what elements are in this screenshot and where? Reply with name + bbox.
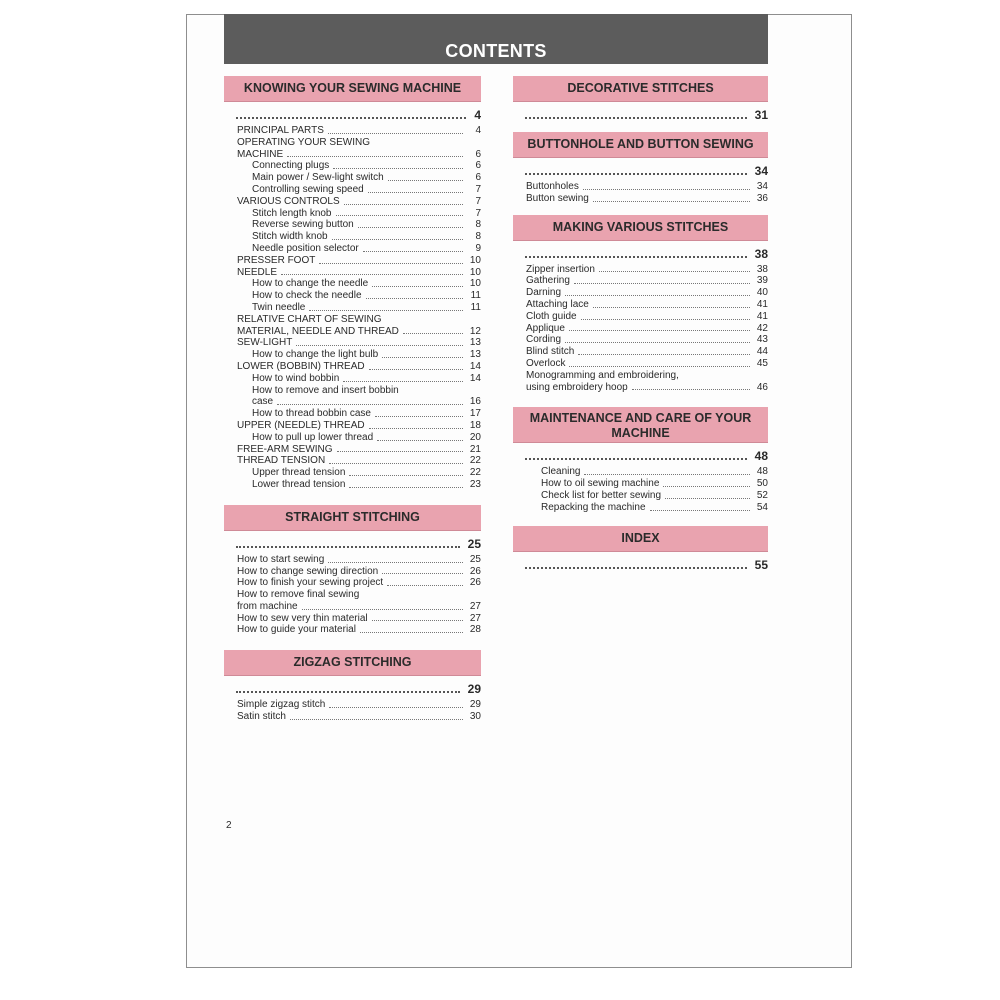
list-item [237, 149, 481, 161]
list-item [237, 589, 481, 601]
contents-header-bar [224, 14, 768, 64]
dot-leader [525, 567, 747, 569]
entry-page-number: 6 [475, 148, 481, 160]
dot-leader [382, 573, 463, 574]
dot-leader [583, 189, 750, 190]
dot-leader [574, 283, 750, 284]
entry-page-number: 21 [469, 443, 481, 455]
toc-section [513, 526, 768, 572]
dot-leader [344, 204, 463, 205]
dot-leader [349, 475, 463, 476]
section-heading: MAKING VARIOUS STITCHES [513, 215, 768, 241]
entry-title: LOWER (BOBBIN) THREAD [237, 360, 365, 372]
dot-leader [328, 133, 463, 134]
entry-title: Simple zigzag stitch [237, 699, 326, 711]
entry-title: Repacking the machine [541, 501, 646, 513]
entry-page-number: 20 [469, 431, 481, 443]
entry-title: Cording [526, 334, 562, 346]
entry-page-number: 23 [469, 478, 481, 490]
list-item [237, 396, 481, 408]
list-item [237, 302, 481, 314]
entry-page-number: 27 [469, 600, 481, 612]
list-item [237, 184, 481, 196]
entry-title: Attaching lace [526, 298, 589, 310]
dot-leader [599, 271, 750, 272]
entry-title: VARIOUS CONTROLS [237, 195, 340, 207]
dot-leader [525, 173, 747, 175]
list-item [237, 577, 481, 589]
list-item [237, 408, 481, 420]
entry-title: How to start sewing [237, 553, 325, 565]
section-page-line [224, 537, 481, 551]
list-item [237, 566, 481, 578]
entry-title: FREE-ARM SEWING [237, 443, 333, 455]
entry-title: MACHINE [237, 148, 284, 160]
dot-leader [236, 546, 460, 548]
toc-section [513, 215, 768, 394]
entry-title: How to remove final sewing [237, 589, 360, 601]
toc-section [513, 132, 768, 205]
dot-leader [336, 215, 464, 216]
list-item [526, 358, 768, 370]
section-page-line [513, 108, 768, 122]
entry-page-number: 29 [469, 699, 481, 711]
entry-page-number: 30 [469, 711, 481, 723]
dot-leader [329, 463, 463, 464]
list-item [526, 346, 768, 358]
dot-leader [366, 298, 463, 299]
entry-page-number: 8 [475, 219, 481, 231]
section-page-number: 4 [474, 108, 481, 122]
entry-title: How to check the needle [252, 290, 362, 302]
entry-page-number: 16 [469, 396, 481, 408]
entry-page-number: 18 [469, 419, 481, 431]
dot-leader [665, 498, 750, 499]
list-item [526, 275, 768, 287]
list-item [526, 311, 768, 323]
entry-list [224, 125, 481, 491]
dot-leader [565, 295, 750, 296]
section-heading: DECORATIVE STITCHES [513, 76, 768, 102]
list-item [237, 554, 481, 566]
dot-leader [309, 310, 463, 311]
entry-title: UPPER (NEEDLE) THREAD [237, 419, 365, 431]
entry-title: Blind stitch [526, 346, 575, 358]
dot-leader [525, 458, 747, 460]
dot-leader [375, 416, 463, 417]
list-item [237, 267, 481, 279]
entry-title: Satin stitch [237, 711, 286, 723]
list-item [237, 361, 481, 373]
entry-title: NEEDLE [237, 266, 278, 278]
left-column [224, 76, 481, 723]
list-item [237, 314, 481, 326]
list-item [237, 699, 481, 711]
entry-page-number: 10 [469, 266, 481, 278]
dot-leader [565, 342, 750, 343]
section-page-number: 38 [754, 246, 768, 261]
dot-leader [650, 510, 750, 511]
dot-leader [302, 609, 463, 610]
entry-page-number: 9 [475, 242, 481, 254]
list-item [237, 208, 481, 220]
section-page-number: 29 [467, 682, 481, 697]
entry-page-number: 14 [469, 372, 481, 384]
entry-title: Twin needle [252, 301, 306, 313]
list-item [526, 323, 768, 335]
toc-section [224, 650, 481, 723]
entry-page-number: 7 [475, 195, 481, 207]
dot-leader [333, 168, 463, 169]
list-item [526, 193, 768, 205]
entry-page-number: 43 [756, 334, 768, 346]
entry-title: How to pull up lower thread [252, 431, 374, 443]
dot-leader [360, 632, 463, 633]
list-item [237, 125, 481, 137]
entry-title: How to thread bobbin case [252, 408, 371, 420]
list-item [237, 137, 481, 149]
entry-title: RELATIVE CHART OF SEWING [237, 313, 382, 325]
list-item [237, 290, 481, 302]
list-item [237, 385, 481, 397]
entry-title: Check list for better sewing [541, 489, 662, 501]
list-item [237, 711, 481, 723]
list-item [237, 455, 481, 467]
entry-title: How to oil sewing machine [541, 478, 660, 490]
list-item [526, 287, 768, 299]
entry-title: Needle position selector [252, 242, 359, 254]
entry-title: How to change the needle [252, 278, 369, 290]
entry-page-number: 40 [756, 287, 768, 299]
entry-list [513, 181, 768, 205]
entry-page-number: 4 [475, 125, 481, 136]
list-item [526, 181, 768, 193]
dot-leader [358, 227, 463, 228]
entry-page-number: 6 [475, 172, 481, 184]
dot-leader [387, 585, 463, 586]
entry-page-number: 7 [475, 183, 481, 195]
entry-title: Zipper insertion [526, 263, 595, 275]
dot-leader [372, 620, 463, 621]
list-item [237, 172, 481, 184]
dot-leader [328, 562, 463, 563]
entry-page-number: 38 [756, 263, 768, 275]
entry-list [513, 264, 768, 394]
entry-title: OPERATING YOUR SEWING [237, 136, 370, 148]
list-item [526, 334, 768, 346]
entry-page-number: 22 [469, 455, 481, 467]
entry-page-number: 10 [469, 278, 481, 290]
entry-list [224, 554, 481, 637]
list-item [526, 466, 768, 478]
list-item [526, 382, 768, 394]
entry-title: THREAD TENSION [237, 455, 326, 467]
entry-page-number: 13 [469, 337, 481, 349]
dot-leader [337, 451, 463, 452]
entry-title: PRINCIPAL PARTS [237, 125, 324, 136]
entry-title: SEW-LIGHT [237, 337, 293, 349]
dot-leader [296, 345, 463, 346]
list-item [526, 502, 768, 514]
entry-page-number: 11 [470, 290, 481, 302]
dot-leader [329, 707, 463, 708]
section-heading: BUTTONHOLE AND BUTTON SEWING [513, 132, 768, 158]
dot-leader [363, 251, 463, 252]
entry-page-number: 27 [469, 612, 481, 624]
list-item [237, 326, 481, 338]
page-title: CONTENTS [445, 41, 547, 61]
section-heading: KNOWING YOUR SEWING MACHINE [224, 76, 481, 102]
entry-page-number: 45 [756, 357, 768, 369]
section-heading: STRAIGHT STITCHING [224, 505, 481, 531]
entry-title: Applique [526, 322, 565, 334]
section-page-number: 34 [754, 164, 768, 178]
entry-title: Stitch width knob [252, 231, 328, 243]
dot-leader [236, 117, 466, 119]
entry-page-number: 14 [469, 360, 481, 372]
entry-page-number: 10 [469, 254, 481, 266]
entry-title: How to change the light bulb [252, 349, 379, 361]
entry-page-number: 41 [756, 310, 768, 322]
entry-page-number: 39 [756, 275, 768, 287]
dot-leader [632, 389, 750, 390]
entry-title: using embroidery hoop [526, 381, 628, 393]
dot-leader [343, 381, 463, 382]
entry-title: Controlling sewing speed [252, 183, 364, 195]
toc-section [224, 76, 481, 491]
list-item [237, 278, 481, 290]
dot-leader [525, 117, 747, 119]
list-item [237, 373, 481, 385]
entry-title: Lower thread tension [252, 478, 346, 490]
entry-title: Darning [526, 287, 562, 299]
list-item [237, 231, 481, 243]
list-item [237, 613, 481, 625]
entry-title: Upper thread tension [252, 467, 346, 479]
entry-page-number: 46 [756, 381, 768, 393]
dot-leader [569, 330, 750, 331]
dot-leader [377, 440, 463, 441]
list-item [526, 478, 768, 490]
dot-leader [525, 256, 747, 258]
section-heading: INDEX [513, 526, 768, 552]
entry-list [224, 699, 481, 723]
list-item [237, 196, 481, 208]
page-number: 2 [226, 820, 232, 831]
toc-section [513, 407, 768, 513]
dot-leader [281, 274, 463, 275]
dot-leader [349, 487, 463, 488]
list-item [237, 219, 481, 231]
entry-page-number: 12 [469, 325, 481, 337]
entry-page-number: 54 [756, 501, 768, 513]
section-page-number: 55 [754, 557, 768, 572]
list-item [237, 479, 481, 491]
list-item [237, 444, 481, 456]
entry-title: Cloth guide [526, 310, 577, 322]
toc-section [513, 76, 768, 122]
dot-leader [369, 428, 463, 429]
entry-title: How to sew very thin material [237, 612, 368, 624]
dot-leader [368, 192, 463, 193]
dot-leader [569, 366, 750, 367]
list-item [237, 432, 481, 444]
section-page-line [224, 108, 481, 122]
section-page-line [513, 164, 768, 178]
dot-leader [236, 691, 460, 693]
entry-title: Reverse sewing button [252, 219, 354, 231]
entry-page-number: 42 [756, 322, 768, 334]
entry-title: Monogramming and embroidering, [526, 369, 679, 381]
list-item [237, 160, 481, 172]
entry-page-number: 8 [475, 231, 481, 243]
list-item [237, 467, 481, 479]
entry-page-number: 52 [756, 489, 768, 501]
dot-leader [663, 486, 750, 487]
entry-page-number: 34 [756, 181, 768, 192]
list-item [526, 264, 768, 276]
entry-title: PRESSER FOOT [237, 254, 316, 266]
entry-title: Main power / Sew-light switch [252, 172, 384, 184]
entry-page-number: 11 [470, 301, 481, 313]
list-item [526, 370, 768, 382]
entry-title: Cleaning [541, 466, 581, 478]
dot-leader [382, 357, 463, 358]
entry-title: Connecting plugs [252, 160, 330, 172]
entry-title: How to finish your sewing project [237, 577, 384, 589]
entry-page-number: 50 [756, 478, 768, 490]
entry-page-number: 17 [469, 408, 481, 420]
entry-title: from machine [237, 600, 298, 612]
section-page-line [224, 682, 481, 696]
section-page-line [513, 247, 768, 261]
entry-list [513, 466, 768, 513]
right-column [513, 76, 768, 572]
entry-title: How to change sewing direction [237, 565, 379, 577]
section-heading: ZIGZAG STITCHING [224, 650, 481, 676]
entry-page-number: 28 [469, 624, 481, 636]
entry-page-number: 48 [756, 466, 768, 478]
section-page-number: 31 [754, 108, 768, 122]
section-page-number: 48 [754, 449, 768, 464]
entry-title: How to wind bobbin [252, 372, 340, 384]
entry-title: Gathering [526, 275, 570, 287]
entry-title: Overlock [526, 357, 566, 369]
section-page-number: 25 [467, 536, 481, 551]
section-page-line [513, 449, 768, 463]
entry-page-number: 44 [756, 346, 768, 358]
entry-title: Buttonholes [526, 181, 579, 192]
entry-title: How to guide your material [237, 624, 356, 636]
list-item [237, 349, 481, 361]
list-item [237, 420, 481, 432]
dot-leader [319, 263, 463, 264]
entry-page-number: 6 [475, 160, 481, 172]
dot-leader [287, 156, 463, 157]
list-item [237, 601, 481, 613]
toc-section [224, 505, 481, 637]
entry-page-number: 7 [475, 207, 481, 219]
dot-leader [277, 404, 463, 405]
dot-leader [584, 474, 750, 475]
list-item [526, 490, 768, 502]
dot-leader [593, 307, 750, 308]
dot-leader [372, 286, 463, 287]
dot-leader [369, 369, 463, 370]
entry-page-number: 36 [756, 192, 768, 204]
section-page-line [513, 558, 768, 572]
entry-page-number: 26 [469, 565, 481, 577]
dot-leader [290, 719, 463, 720]
list-item [237, 624, 481, 636]
dot-leader [581, 319, 750, 320]
list-item [237, 243, 481, 255]
entry-title: case [252, 396, 274, 408]
dot-leader [578, 354, 750, 355]
list-item [237, 255, 481, 267]
entry-page-number: 13 [469, 349, 481, 361]
dot-leader [388, 180, 463, 181]
entry-page-number: 41 [756, 298, 768, 310]
list-item [237, 337, 481, 349]
entry-page-number: 26 [469, 577, 481, 589]
entry-title: MATERIAL, NEEDLE AND THREAD [237, 325, 399, 337]
dot-leader [403, 333, 463, 334]
entry-title: How to remove and insert bobbin [252, 384, 399, 396]
dot-leader [332, 239, 463, 240]
section-heading: MAINTENANCE AND CARE OF YOUR MACHINE [513, 407, 768, 443]
entry-page-number: 22 [469, 467, 481, 479]
entry-title: Button sewing [526, 192, 589, 204]
dot-leader [593, 201, 750, 202]
list-item [526, 299, 768, 311]
entry-page-number: 25 [469, 553, 481, 565]
entry-title: Stitch length knob [252, 207, 332, 219]
